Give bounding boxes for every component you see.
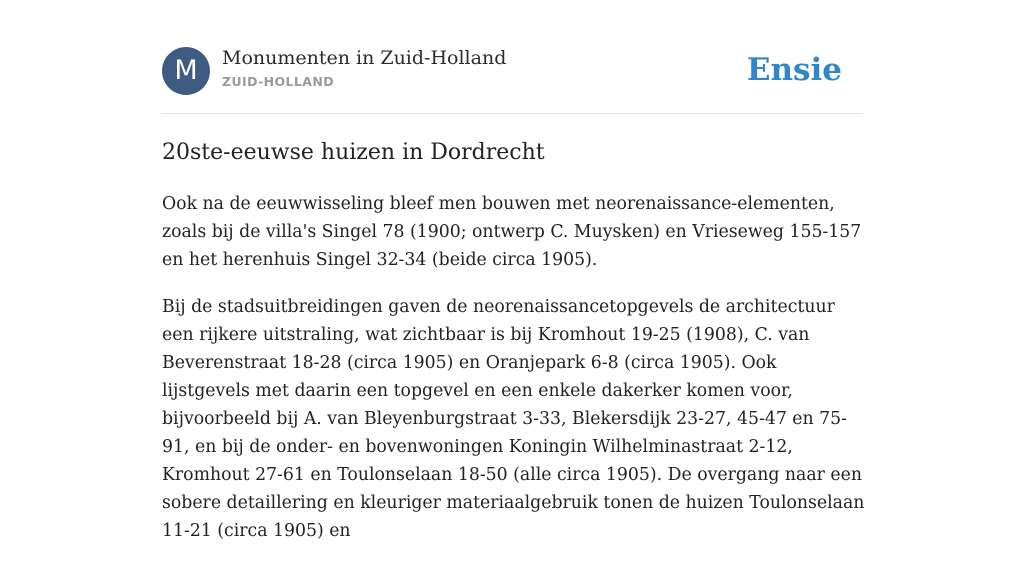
author-name[interactable]: Monumenten in Zuid-Holland <box>222 47 507 69</box>
header-divider <box>162 113 862 114</box>
paragraph: Bij de stadsuitbreidingen gaven de neorenaissancetopgevels de architectuur een rijkere uitstraling, wat zichtbaar is bij Kromhout 19-25 (1908), C. van Beverenstraat 18-28 (circa 1905) en Oranjepark 6-8 (circa 1905). Ook lijstgevels met daarin een topgevel en een enkele dakerker komen voor, bijvoorbeeld bij A. van Bleyenburgstraat 3-33, Blekersdijk 23-27, 45-47 en 75-91, en bij de onder- en bovenwoningen Koningin Wilhelminastraat 2-12, Kromhout 27-61 en Toulonselaan 18-50 (alle circa 1905). De overgang naar een sobere detaillering en kleuriger materiaalgebruik tonen de huizen Toulonselaan 11-21 (circa 1905) en <box>162 297 865 541</box>
brand-logo[interactable]: Ensie <box>746 52 842 88</box>
paragraph: Ook na de eeuwwisseling bleef men bouwen met neorenaissance-elementen, zoals bij de villa's Singel 78 (1900; ontwerp C. Muysken) en Vrieseweg 155-157 en het herenhuis Singel 32-34 (beide circa 1905). <box>162 194 862 270</box>
page-title: 20ste-eeuwse huizen in Dordrecht <box>162 140 545 165</box>
region-label: ZUID-HOLLAND <box>222 74 334 89</box>
header <box>162 46 862 96</box>
avatar[interactable]: M <box>162 47 210 95</box>
article-body <box>162 190 866 564</box>
